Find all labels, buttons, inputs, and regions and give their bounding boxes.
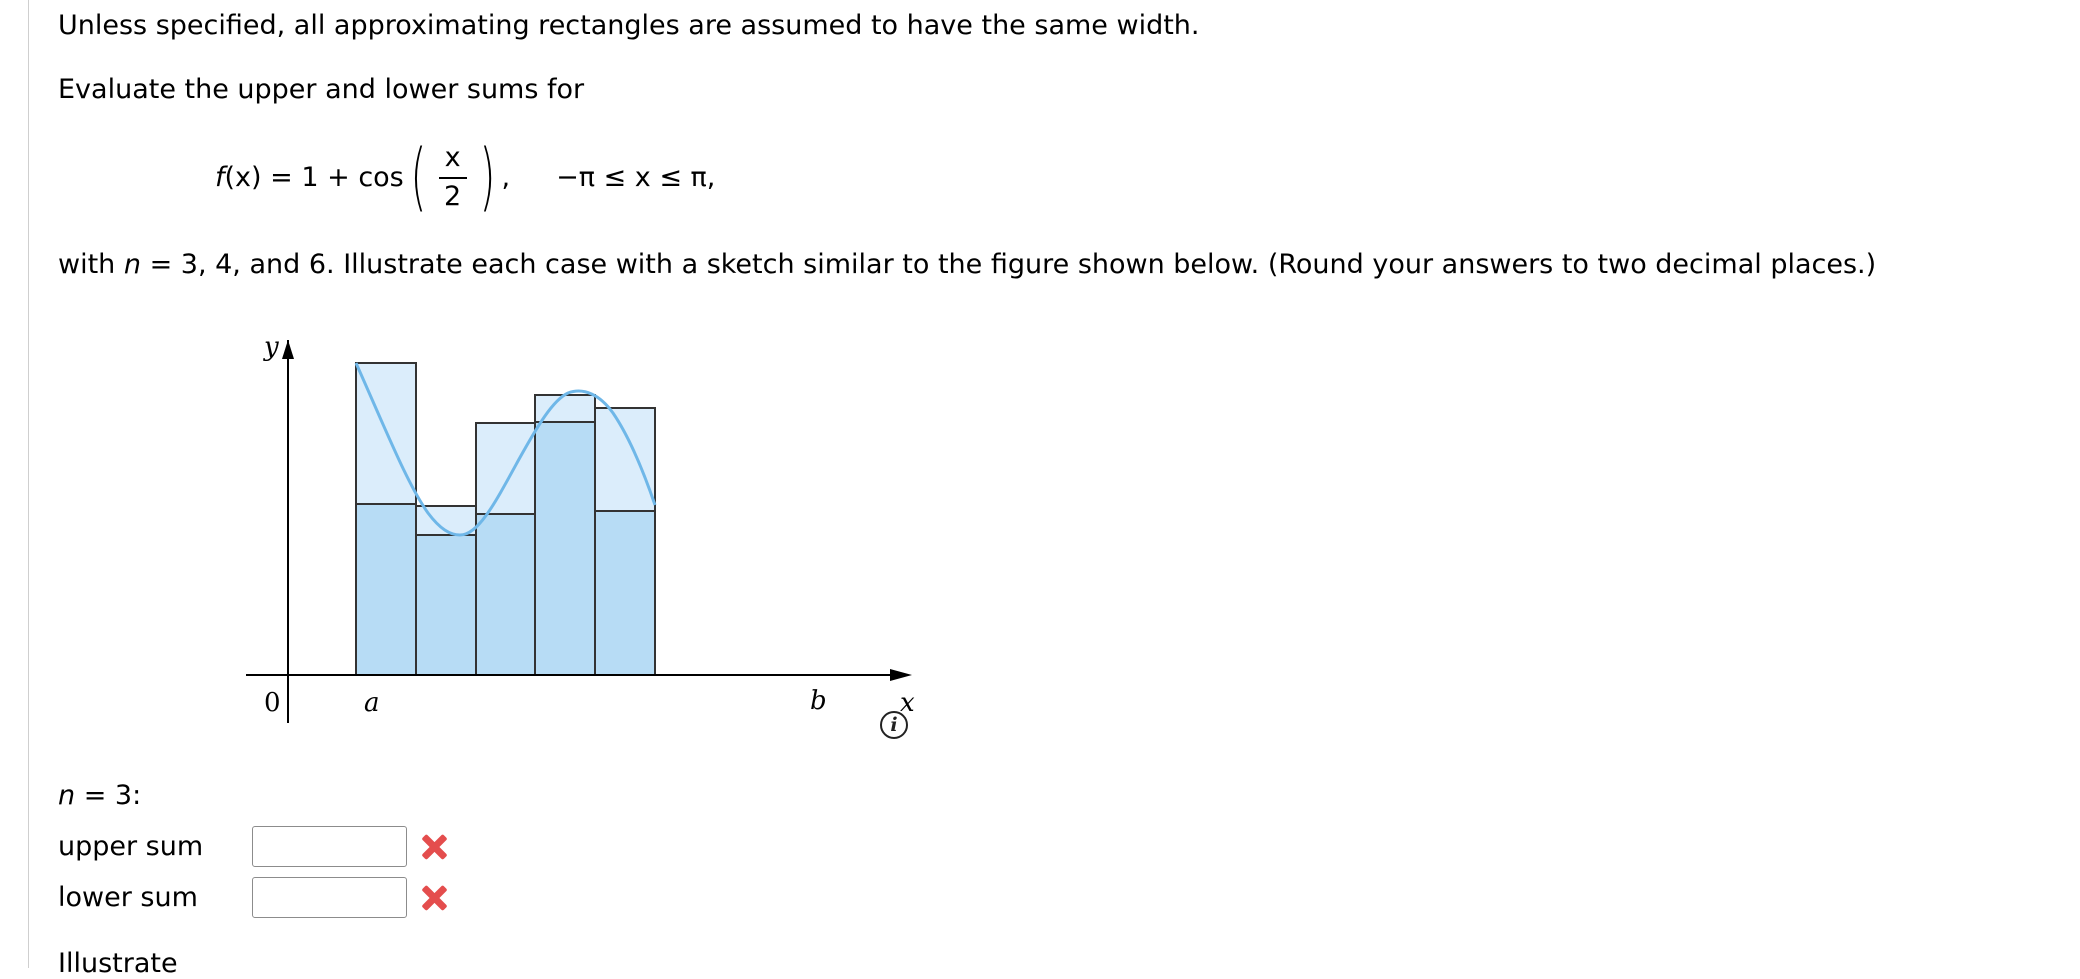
incorrect-x-icon bbox=[419, 832, 449, 862]
riemann-sum-figure bbox=[228, 325, 988, 745]
with-suffix: = 3, 4, and 6. Illustrate each case with a sketch similar to the figure shown below. (Round your answers to two decimal places.) bbox=[141, 249, 1877, 280]
formula-equals: = 1 + cos bbox=[261, 161, 404, 193]
lower-rectangle bbox=[416, 535, 476, 675]
info-icon[interactable]: i bbox=[880, 711, 908, 739]
right-paren: ) bbox=[479, 134, 496, 220]
lower-rectangle bbox=[535, 422, 595, 675]
lower-rectangle bbox=[595, 511, 655, 675]
evaluate-text: Evaluate the upper and lower sums for bbox=[58, 74, 585, 105]
upper-sum-input[interactable] bbox=[252, 826, 407, 867]
x-axis-arrow bbox=[890, 669, 912, 681]
n-value: = 3: bbox=[75, 780, 142, 811]
lower-sum-input[interactable] bbox=[252, 877, 407, 918]
formula-domain: −π ≤ x ≤ π, bbox=[556, 161, 716, 193]
with-prefix: with bbox=[58, 249, 124, 280]
fraction-denominator: 2 bbox=[444, 180, 462, 212]
fraction bbox=[439, 142, 467, 212]
n-variable: n bbox=[58, 780, 76, 811]
upper-sum-row bbox=[58, 826, 449, 867]
lower-rectangle bbox=[356, 504, 416, 675]
fraction-numerator: x bbox=[444, 142, 461, 174]
y-axis-label: y bbox=[264, 332, 279, 362]
illustrate-text-cutoff: Illustrate bbox=[58, 948, 178, 979]
a-label: a bbox=[364, 688, 380, 718]
function-formula bbox=[215, 134, 715, 220]
formula-comma: , bbox=[501, 161, 511, 193]
upper-sum-label: upper sum bbox=[58, 831, 204, 862]
formula-x: (x) bbox=[224, 161, 262, 193]
incorrect-x-icon bbox=[419, 883, 449, 913]
left-rule bbox=[28, 0, 29, 968]
with-n: n bbox=[123, 249, 141, 280]
y-axis-arrow bbox=[282, 340, 294, 359]
intro-text: Unless specified, all approximating rectangles are assumed to have the same width. bbox=[58, 10, 1200, 41]
origin-label: 0 bbox=[264, 688, 281, 718]
question-content bbox=[58, 0, 2080, 979]
lower-sum-row bbox=[58, 877, 449, 918]
left-paren: ( bbox=[410, 134, 427, 220]
fraction-bar bbox=[439, 177, 467, 179]
lower-rectangle bbox=[476, 514, 535, 675]
n-equals-3-label bbox=[58, 780, 141, 811]
formula-f: f bbox=[215, 161, 225, 193]
lower-sum-label: lower sum bbox=[58, 882, 198, 913]
x-axis-label: x bbox=[900, 688, 915, 718]
b-label: b bbox=[810, 686, 827, 716]
with-text bbox=[58, 249, 1876, 280]
